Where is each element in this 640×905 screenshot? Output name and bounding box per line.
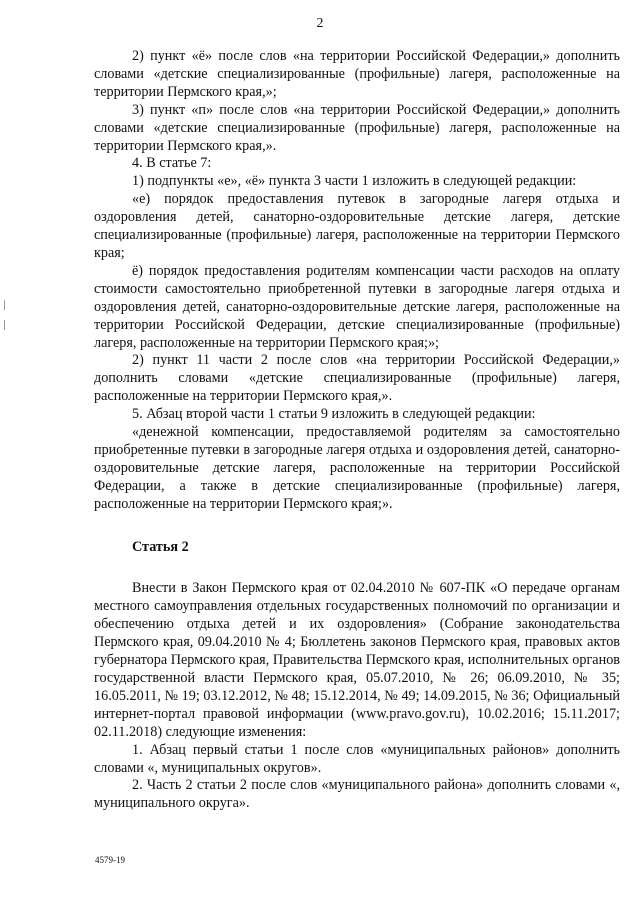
page-number: 2 [316, 16, 324, 31]
paragraph: 1. Абзац первый статьи 1 после слов «муниципальных районов» дополнить словами «, муниципальных округов». [94, 741, 620, 776]
paragraph: 2) пункт «ё» после слов «на территории Российской Федерации,» дополнить словами «детские специализированные (профильные) лагеря, расположенные на территории Пермского края,»; [94, 48, 620, 100]
footer-document-code: 4579-19 [95, 855, 125, 865]
paragraph: «е) порядок предоставления путевок в загородные лагеря отдыха и оздоровления детей, санаторно-оздоровительные детские лагеря, детские специализированные (профильные) лагеря, расположенные на территории Пермского края; [94, 191, 620, 261]
margin-mark [4, 300, 5, 310]
paragraph: «денежной компенсации, предоставляемой родителям за самостоятельно приобретенные путевки в загородные лагеря отдыха и оздоровления детей, санаторно-оздоровительные детские лагеря, расположенные на территории Российской Федерации, а также в детские специализированные (профильные) лагеря, расположенные на территории Пермского края;». [94, 424, 620, 512]
paragraph: 2. Часть 2 статьи 2 после слов «муниципального района» дополнить словами «, муниципального округа». [94, 777, 620, 812]
paragraph: Внести в Закон Пермского края от 02.04.2010 № 607-ПК «О передаче органам местного самоуправления отдельных государственных полномочий по организации и обеспечению отдыха детей и их оздоровления» (Собрание законодательства Пермского края, 09.04.2010 № 4; Бюллетень законов Пермского края, правовых актов губернатора Пермского края, Правительства Пермского края, исполнительных органов государственной власти Пермского края, 05.07.2010, № 26; 06.09.2010, № 35; 16.05.2011, № 19; 03.12.2012, № 48; 15.12.2014, № 49; 14.09.2015, № 36; Официальный интернет-портал правовой информации (www.pravo.gov.ru), 10.02.2016; 15.11.2017; 02.11.2018) следующие изменения: [94, 580, 620, 740]
document-body [94, 48, 620, 813]
paragraph: ё) порядок предоставления родителям компенсации части расходов на оплату стоимости самостоятельно приобретенной путевки в загородные лагеря отдыха и оздоровления детей, санаторно-оздоровительные детские лагеря, расположенные на территории Российской Федерации, детские специализированные (профильные) лагеря, расположенные на территории Пермского края;»; [94, 262, 620, 351]
margin-mark [4, 320, 5, 330]
paragraph: 3) пункт «п» после слов «на территории Российской Федерации,» дополнить словами «детские специализированные (профильные) лагеря, расположенные на территории Пермского края,». [94, 101, 620, 154]
paragraph: 2) пункт 11 части 2 после слов «на территории Российской Федерации,» дополнить словами «детские специализированные (профильные) лагеря, расположенные на территории Пермского края,». [94, 352, 620, 405]
paragraph: 1) подпункты «е», «ё» пункта 3 части 1 изложить в следующей редакции: [132, 173, 577, 190]
article-heading: Статья 2 [132, 538, 189, 555]
paragraph: 5. Абзац второй части 1 статьи 9 изложить в следующей редакции: [132, 406, 536, 423]
paragraph: 4. В статье 7: [132, 155, 212, 172]
